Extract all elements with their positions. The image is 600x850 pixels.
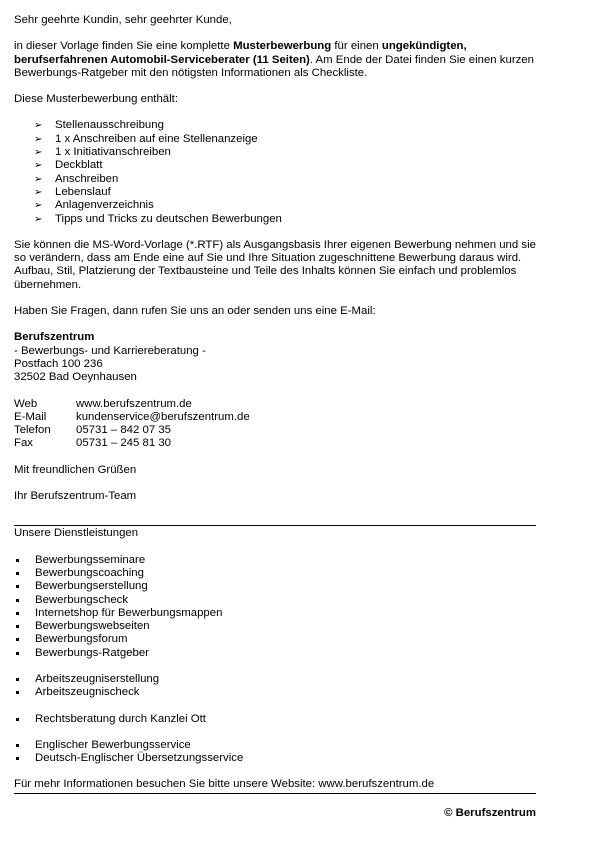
intro-text-3: . Am Ende der Datei finden Sie einen kurzen Bewerbungs-Ratgeber mit den nötigsten Informationen als Checkliste. — [14, 53, 534, 79]
list-item: Rechtsberatung durch Kanzlei Ott — [14, 713, 536, 726]
letter-page — [14, 14, 536, 820]
square-bullet-icon — [16, 744, 19, 747]
services-list — [14, 713, 536, 726]
services-list — [14, 739, 536, 766]
intro-bold-1: Musterbewerbung — [233, 40, 332, 53]
list-item: ➢ Anlagenverzeichnis — [34, 199, 154, 212]
list-item: ➢ 1 x Initiativanschreiben — [34, 146, 171, 159]
usage-paragraph: Sie können die MS-Word-Vorlage (*.RTF) als Ausgangsbasis Ihrer eigenen Bewerbung nehmen und sie so verändern, dass am Ende eine auf Sie und Ihre Situation zugeschnittene Bewerbung daraus wird. Aufbau, Stil, Platzierung der Textbausteine und Teile des Inhalts können Sie einfach und problemlos übernehmen. — [14, 238, 536, 291]
intro-paragraph — [14, 40, 536, 80]
arrow-bullet-icon: ➢ — [34, 120, 43, 132]
email-link[interactable]: kundenservice@berufszentrum.de — [76, 410, 250, 423]
services-list — [14, 554, 536, 660]
intro-text-1: in dieser Vorlage finden Sie eine komplette — [14, 40, 234, 53]
closing: Mit freundlichen Grüßen — [14, 463, 137, 476]
postbox: Postfach 100 236 — [14, 357, 103, 370]
list-item: ➢ Lebenslauf — [34, 185, 111, 198]
contents-list — [14, 119, 536, 225]
footer-brand: © Berufszentrum — [444, 806, 536, 819]
company-tagline: - Bewerbungs- und Karriereberatung - — [14, 344, 206, 357]
list-item: Englischer Bewerbungsservice — [14, 739, 536, 752]
signature: Ihr Berufszentrum-Team — [14, 490, 137, 503]
square-bullet-icon — [16, 625, 19, 628]
arrow-bullet-icon: ➢ — [34, 160, 43, 172]
list-item: ➢ Anschreiben — [34, 172, 119, 185]
list-item: ➢ Tipps und Tricks zu deutschen Bewerbungen — [34, 212, 282, 225]
list-item: ➢ Deckblatt — [34, 159, 103, 172]
square-bullet-icon — [16, 757, 19, 760]
list-item: Internetshop für Bewerbungsmappen — [14, 607, 536, 620]
greeting: Sehr geehrte Kundin, sehr geehrter Kunde, — [14, 14, 232, 26]
list-item: Bewerbungscheck — [14, 594, 536, 607]
contact-row-fax: Fax 05731 – 245 81 30 — [14, 437, 172, 450]
square-bullet-icon — [16, 572, 19, 575]
contents-heading: Diese Musterbewerbung enthält: — [14, 93, 178, 106]
arrow-bullet-icon: ➢ — [34, 133, 43, 145]
square-bullet-icon — [16, 559, 19, 562]
intro-text-2: für einen — [331, 40, 382, 53]
square-bullet-icon — [16, 638, 19, 641]
city: 32502 Bad Oeynhausen — [14, 371, 137, 384]
arrow-bullet-icon: ➢ — [34, 186, 43, 198]
list-item: ➢ 1 x Anschreiben auf eine Stellenanzeige — [34, 132, 258, 145]
arrow-bullet-icon: ➢ — [34, 200, 43, 212]
square-bullet-icon — [16, 678, 19, 681]
list-item: Arbeitszeugnischeck — [14, 686, 536, 699]
list-item: ➢ Stellenausschreibung — [34, 119, 164, 132]
arrow-bullet-icon: ➢ — [34, 213, 43, 225]
arrow-bullet-icon: ➢ — [34, 173, 43, 185]
square-bullet-icon — [16, 652, 19, 655]
list-item: Bewerbungswebseiten — [14, 620, 536, 633]
company-name: Berufszentrum — [14, 331, 95, 344]
list-item: Bewerbungsseminare — [14, 554, 536, 567]
list-item: Arbeitszeugniserstellung — [14, 673, 536, 686]
list-item: Bewerbungserstellung — [14, 580, 536, 593]
contact-row-phone: Telefon 05731 – 842 07 35 — [14, 424, 172, 437]
square-bullet-icon — [16, 612, 19, 615]
square-bullet-icon — [16, 718, 19, 721]
questions-paragraph: Haben Sie Fragen, dann rufen Sie uns an oder senden uns eine E-Mail: — [14, 305, 376, 318]
web-link[interactable]: www.berufszentrum.de — [76, 397, 192, 410]
contact-row-email: E-Mail kundenservice@berufszentrum.de — [14, 410, 250, 423]
intro-bold-2: ungekündigten, berufserfahrenen Automobil-Serviceberater (11 Seiten) — [14, 40, 467, 66]
services-list — [14, 673, 536, 700]
list-item: Bewerbungsforum — [14, 633, 536, 646]
square-bullet-icon — [16, 585, 19, 588]
arrow-bullet-icon: ➢ — [34, 147, 43, 159]
divider — [14, 525, 536, 526]
list-item: Bewerbungs-Ratgeber — [14, 647, 536, 660]
square-bullet-icon — [16, 599, 19, 602]
square-bullet-icon — [16, 691, 19, 694]
contact-row-web: Web www.berufszentrum.de — [14, 397, 192, 410]
contact-block — [14, 398, 536, 451]
more-info: Für mehr Informationen besuchen Sie bitte unsere Website: www.berufszentrum.de — [14, 778, 435, 791]
services-heading: Unsere Dienstleistungen — [14, 527, 139, 540]
list-item: Deutsch-Englischer Übersetzungsservice — [14, 752, 536, 765]
list-item: Bewerbungscoaching — [14, 567, 536, 580]
